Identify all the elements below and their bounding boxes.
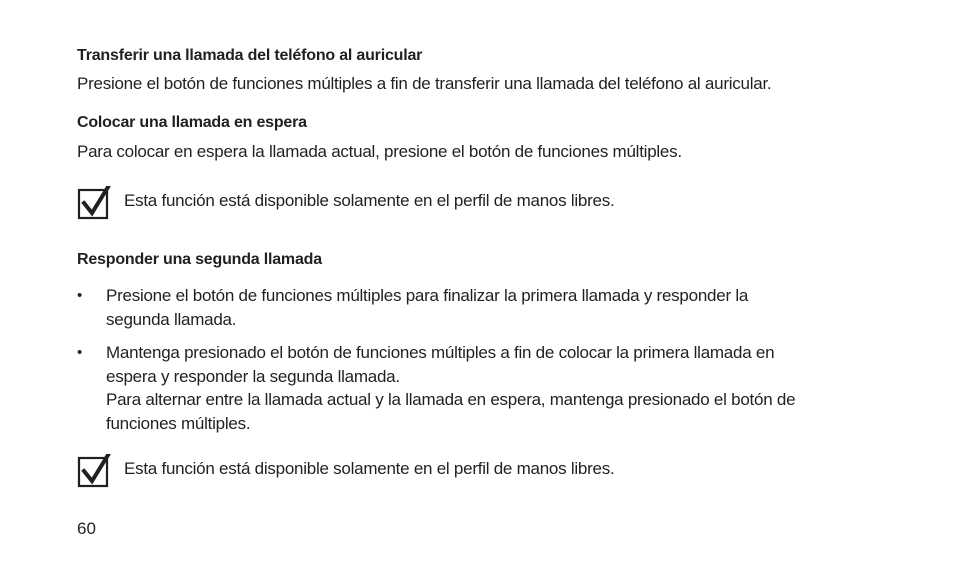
section-body-hold: Para colocar en espera la llamada actual, presione el botón de funciones múltiples. <box>77 142 682 161</box>
bullet-line: espera y responder la segunda llamada. <box>106 366 400 386</box>
list-item <box>77 284 877 331</box>
note-text: Esta función está disponible solamente en el perfil de manos libres. <box>124 191 615 210</box>
bullet-line: segunda llamada. <box>106 309 237 329</box>
bullet-line: Presione el botón de funciones múltiples para finalizar la primera llamada y responder la <box>106 286 749 305</box>
checkbox-check-icon <box>77 454 111 488</box>
bullet-marker: • <box>77 344 83 361</box>
section-body-transfer: Presione el botón de funciones múltiples a fin de transferir una llamada del teléfono al auricular. <box>77 74 772 93</box>
bullet-line: Para alternar entre la llamada actual y la llamada en espera, mantenga presionado el botón de <box>106 390 796 409</box>
bullet-marker: • <box>77 287 83 304</box>
section-heading-transfer: Transferir una llamada del teléfono al auricular <box>77 47 423 64</box>
bullet-line: funciones múltiples. <box>106 413 251 433</box>
list-item <box>77 341 877 435</box>
note-second-call <box>77 454 877 490</box>
bullet-list <box>77 284 877 435</box>
note-hold <box>77 186 877 222</box>
bullet-line: Mantenga presionado el botón de funciones múltiples a fin de colocar la primera llamada en <box>106 343 775 362</box>
note-text: Esta función está disponible solamente en el perfil de manos libres. <box>124 459 615 478</box>
section-heading-second-call: Responder una segunda llamada <box>77 251 322 268</box>
checkbox-check-icon <box>77 186 111 220</box>
section-heading-hold: Colocar una llamada en espera <box>77 114 307 131</box>
page-number: 60 <box>77 519 96 538</box>
